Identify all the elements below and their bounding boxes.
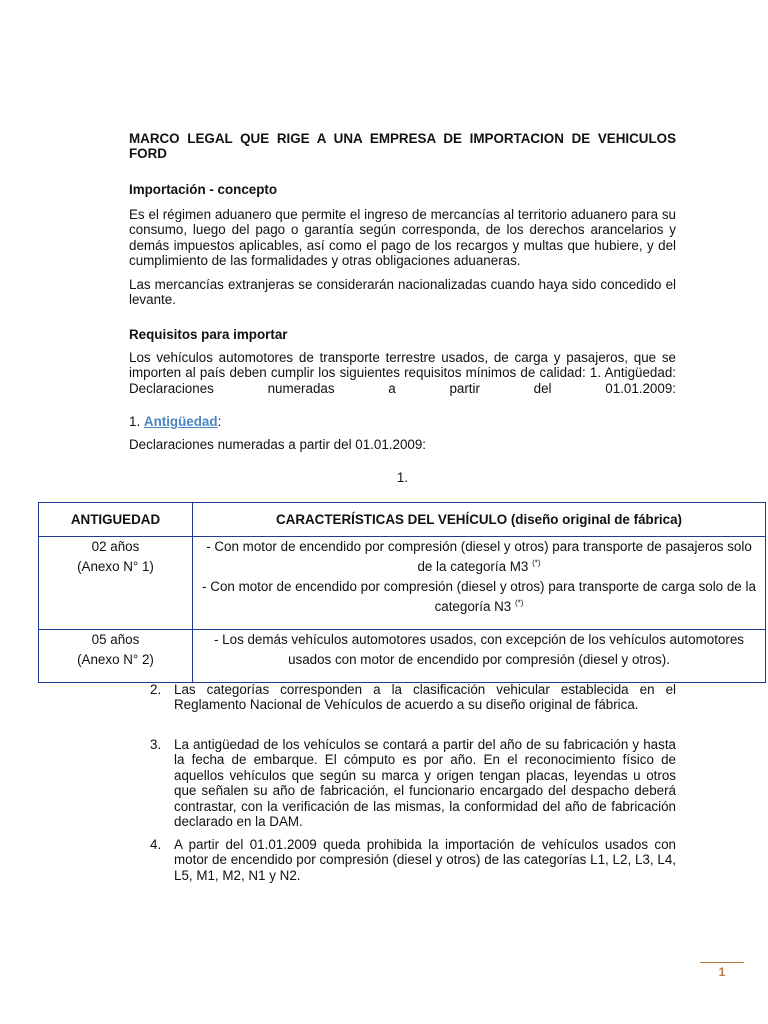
characteristic-line: - Los demás vehículos automotores usados, con excepción de los vehículos automotores usados con motor de encendido por compresión (diesel y otros).	[214, 632, 744, 667]
list-number: 3.	[150, 737, 162, 752]
table-row	[39, 630, 766, 683]
list-number: 2.	[150, 682, 162, 697]
age-cell	[39, 630, 193, 683]
list-text: Las categorías corresponden a la clasificación vehicular establecida en el Reglamento Nacional de Vehículos de acuerdo a su diseño original de fábrica.	[174, 682, 676, 713]
section-heading-importacion: Importación - concepto	[129, 182, 278, 197]
table-row	[39, 537, 766, 630]
paragraph-mercancias-nacionalizadas: Las mercancías extranjeras se considerarán nacionalizadas cuando haya sido concedido el levante.	[129, 277, 676, 308]
age-value: 05 años	[91, 632, 140, 647]
table-header-row	[39, 503, 766, 537]
item-colon: :	[217, 414, 222, 429]
antiguedad-link[interactable]: Antigüedad	[143, 414, 218, 429]
annex-label: (Anexo N° 1)	[77, 559, 154, 574]
paragraph-declaraciones: Declaraciones numeradas a partir del 01.01.2009:	[129, 437, 427, 452]
list-text: La antigüedad de los vehículos se contará a partir del año de su fabricación y hasta la fecha de embarque. El cómputo es por año. En el reconocimiento físico de aquellos vehículos que según su marca y origen tengan placas, leyendas u otros que señalen su año de fabricación, el funcionario encargado del despacho deberá contrastar, con la verificación de las mismas, la conformidad del año de fabricación declarado en la DAM.	[174, 737, 676, 830]
age-value: 02 años	[91, 539, 140, 554]
page-number: 1	[718, 965, 726, 979]
characteristic-line: - Con motor de encendido por compresión (diesel y otros) para transporte de pasajeros solo de la categoría M3 (*)	[206, 539, 752, 574]
header-caracteristicas: CARACTERÍSTICAS DEL VEHÍCULO (diseño original de fábrica)	[193, 503, 766, 537]
characteristic-line: - Con motor de encendido por compresión (diesel y otros) para transporte de carga solo de la categoría N3 (*)	[202, 579, 756, 614]
section-heading-requisitos: Requisitos para importar	[129, 327, 288, 342]
document-title: MARCO LEGAL QUE RIGE A UNA EMPRESA DE IMPORTACION DE VEHICULOS FORD	[129, 131, 676, 162]
centered-number: 1.	[396, 470, 409, 485]
footnote-marker: (*)	[532, 558, 541, 568]
characteristics-cell	[193, 537, 766, 630]
list-item	[150, 682, 676, 713]
list-item	[150, 737, 676, 829]
paragraph-requisitos: Los vehículos automotores de transporte terrestre usados, de carga y pasajeros, que se importen al país deben cumplir los siguientes requisitos mínimos de calidad: 1. Antigüedad: Declaraciones numeradas a partir del 01.01.2009:	[129, 350, 676, 396]
footer-divider	[700, 962, 744, 963]
requirements-table	[38, 502, 766, 683]
list-text: A partir del 01.01.2009 queda prohibida la importación de vehículos usados con motor de encendido por compresión (diesel y otros) de las categorías L1, L2, L3, L4, L5, M1, M2, N1 y N2.	[174, 837, 676, 883]
item-number: 1.	[129, 414, 141, 429]
age-cell	[39, 537, 193, 630]
list-item	[150, 837, 676, 883]
list-number: 4.	[150, 837, 162, 852]
footnote-marker: (*)	[514, 598, 524, 608]
paragraph-importacion-concepto: Es el régimen aduanero que permite el ingreso de mercancías al territorio aduanero para su consumo, luego del pago o garantía según corresponda, de los derechos arancelarios y demás impuestos aplicables, así como el pago de los recargos y multas que hubiere, y del cumplimiento de las formalidades y otras obligaciones aduaneras.	[129, 207, 676, 269]
annex-label: (Anexo N° 2)	[77, 652, 154, 667]
header-antiguedad: ANTIGUEDAD	[39, 503, 193, 537]
numbered-item-antiguedad	[129, 414, 676, 429]
characteristics-cell	[193, 630, 766, 683]
